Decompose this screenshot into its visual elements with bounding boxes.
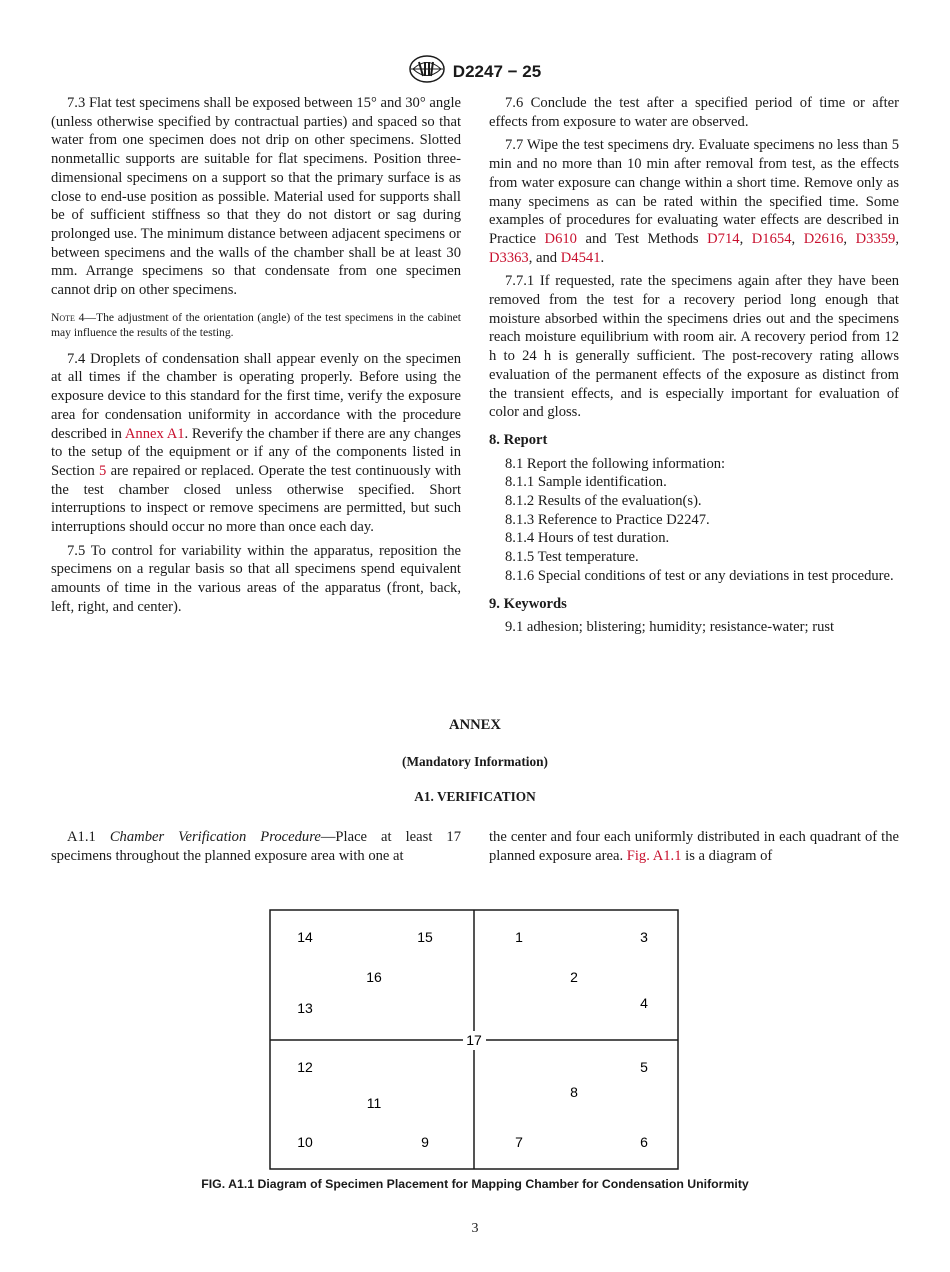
page-number: 3 (471, 1221, 479, 1236)
link-fig-a1-1[interactable]: Fig. A1.1 (626, 847, 682, 864)
note-4-label: Note 4 (51, 310, 85, 324)
link-d3363[interactable]: D3363 (489, 249, 529, 266)
specimen-label-center: 17 (466, 1032, 482, 1048)
astm-logo-icon (409, 54, 445, 89)
specimen-label: 3 (640, 929, 648, 945)
note-4 (51, 310, 461, 341)
a1-1-title: Chamber Verification Procedure (109, 829, 321, 845)
specimen-label: 16 (366, 969, 382, 985)
paragraph-7-7-1: 7.7.1 If requested, rate the specimens again after they have been removed from the test for a recovery period long enough that moisture absorbed within the specimens dries out and the specimens reach moisture equilibrium with room air. A recovery period from 12 h to 24 h is generally sufficient. The post-recovery rating allows evaluation of the permanent effects of the exposure as distinct from the transient effects, and is especially important for evaluation of color and gloss. (489, 273, 899, 421)
specimen-label: 14 (297, 929, 313, 945)
annex-a1-1-right (489, 828, 899, 865)
paragraph-a1-1 (51, 828, 461, 865)
paragraph-7-3: 7.3 Flat test specimens shall be exposed between 15° and 30° angle (unless otherwise specified by contractual parties) and spaced so that water from one specimen does not drip on other specimens. Slotted nonmetallic supports are suitable for flat specimens. Position three-dimensional specimens on a support so that the primary surface is as close to end-use position as possible. Material used for supports shall be of sufficient stiffness so that they do not distort or sag during prolonged use. The minimum distance between adjacent specimens or between specimens and the walls of the chamber shall be at least 30 mm. Arrange specimens so that condensate from one specimen cannot drip on other specimens. (51, 95, 461, 299)
specimen-label: 12 (297, 1059, 313, 1075)
paragraph-7-7: 7.7 Wipe the test specimens dry. Evaluate specimens no less than 5 min and no more than 10 min after removal from test, as the effects from water exposure can change within a short time. Remove only as many specimens as can be rated within the specified time. Some examples of procedures for evaluating water effects are described in Practice D610 and Test Methods D714, D1654, D2616, D3359, D3363, and D4541. (489, 137, 899, 266)
annex-section-heading: A1. VERIFICATION (414, 789, 536, 804)
report-item: 8.1.4 Hours of test duration. (505, 530, 670, 547)
report-item: 8.1.2 Results of the evaluation(s). (505, 493, 702, 510)
p7-7-text-b: and Test Methods (576, 230, 708, 247)
standard-designation: D2247 − 25 (452, 61, 542, 81)
paragraph-7-5: 7.5 To control for variability within the apparatus, reposition the specimens on a regular basis so that all specimens spend equivalent amounts of time in the various areas of the apparatus (front, back, left, right, and center). (51, 542, 461, 615)
p7-4-text-a: 7.4 Droplets of condensation shall appear evenly on the specimen at all times if the chamber is operating properly. Before using the exposure device to this standard for the first time, verify the exposure area for condensation uniformity in accordance with the procedure described in (51, 350, 461, 442)
specimen-label: 7 (515, 1134, 523, 1150)
paragraph-a1-1-cont (489, 828, 899, 865)
specimen-label: 1 (515, 929, 523, 945)
p7-4-text-b: . Reverify the chamber if there are any changes to the setup of the equipment or if any of the components listed in Section (51, 425, 461, 479)
paragraph-7-4 (51, 350, 461, 537)
report-item: 8.1.5 Test temperature. (505, 549, 639, 566)
link-section-5[interactable]: 5 (99, 462, 107, 479)
link-d714[interactable]: D714 (707, 230, 740, 247)
left-column (51, 94, 461, 622)
a1-1-text-right-b: is a diagram of (681, 847, 773, 864)
specimen-label: 15 (417, 929, 433, 945)
keywords-text: 9.1 adhesion; blistering; humidity; resistance-water; rust (505, 619, 835, 636)
specimen-label: 13 (297, 1000, 313, 1016)
a1-1-text-left: —Place at least 17 specimens throughout the planned exposure area with one at (51, 829, 461, 864)
right-column (489, 94, 899, 642)
link-d610[interactable]: D610 (544, 230, 577, 247)
heading-keywords: 9. Keywords (489, 595, 567, 612)
specimen-label: 10 (297, 1134, 313, 1150)
link-annex-a1[interactable]: Annex A1 (124, 425, 185, 442)
report-item: 8.1.3 Reference to Practice D2247. (505, 511, 710, 528)
specimen-label: 2 (570, 969, 578, 985)
link-d3359[interactable]: D3359 (855, 230, 896, 247)
figure-caption: FIG. A1.1 Diagram of Specimen Placement for Mapping Chamber for Condensation Uniformity (201, 1177, 749, 1191)
a1-1-text-right-a: the center and four each uniformly distributed in each quadrant of the planned exposure area. (489, 829, 899, 864)
note-4-text: —The adjustment of the orientation (angle) of the test specimens in the cabinet may influence the results of the testing. (51, 310, 461, 340)
annex-subtitle: (Mandatory Information) (402, 754, 548, 769)
specimen-label: 8 (570, 1084, 578, 1100)
specimen-label: 6 (640, 1134, 648, 1150)
paragraph-7-6: 7.6 Conclude the test after a specified period of time or after effects from exposure to water are observed. (489, 95, 899, 130)
page-header (0, 54, 950, 89)
heading-report: 8. Report (489, 431, 548, 448)
annex-a1-1-left (51, 828, 461, 865)
specimen-label: 9 (421, 1134, 429, 1150)
a1-1-number: A1.1 (67, 829, 110, 845)
link-d4541[interactable]: D4541 (560, 249, 601, 266)
specimen-label: 5 (640, 1059, 648, 1075)
p7-7-and: and (536, 249, 558, 266)
annex-title: ANNEX (449, 717, 501, 733)
specimen-label: 4 (640, 995, 648, 1011)
link-d2616[interactable]: D2616 (803, 230, 844, 247)
specimen-label: 11 (366, 1095, 382, 1111)
report-item: 8.1 Report the following information: (505, 455, 726, 472)
p7-4-text-c: are repaired or replaced. Operate the test continuously with the test chamber closed unless otherwise specified. Short interruptions to inspect or remove specimens are permitted, but such interruptions should occur no more than once each day. (51, 462, 461, 536)
figure-a1-1 (269, 909, 679, 1170)
link-d1654[interactable]: D1654 (751, 230, 792, 247)
report-item: 8.1.6 Special conditions of test or any deviations in test procedure. (505, 567, 894, 584)
report-item: 8.1.1 Sample identification. (505, 474, 667, 491)
p7-7-text-a: 7.7 Wipe the test specimens dry. Evaluate specimens no less than 5 min and no more than 10 min after removal from test, as the effects from water exposure can change within a short time. Remove only as many specimens as can be rated within the specified time. Some examples of procedures for evaluating water effects are described in Practice (489, 137, 899, 247)
